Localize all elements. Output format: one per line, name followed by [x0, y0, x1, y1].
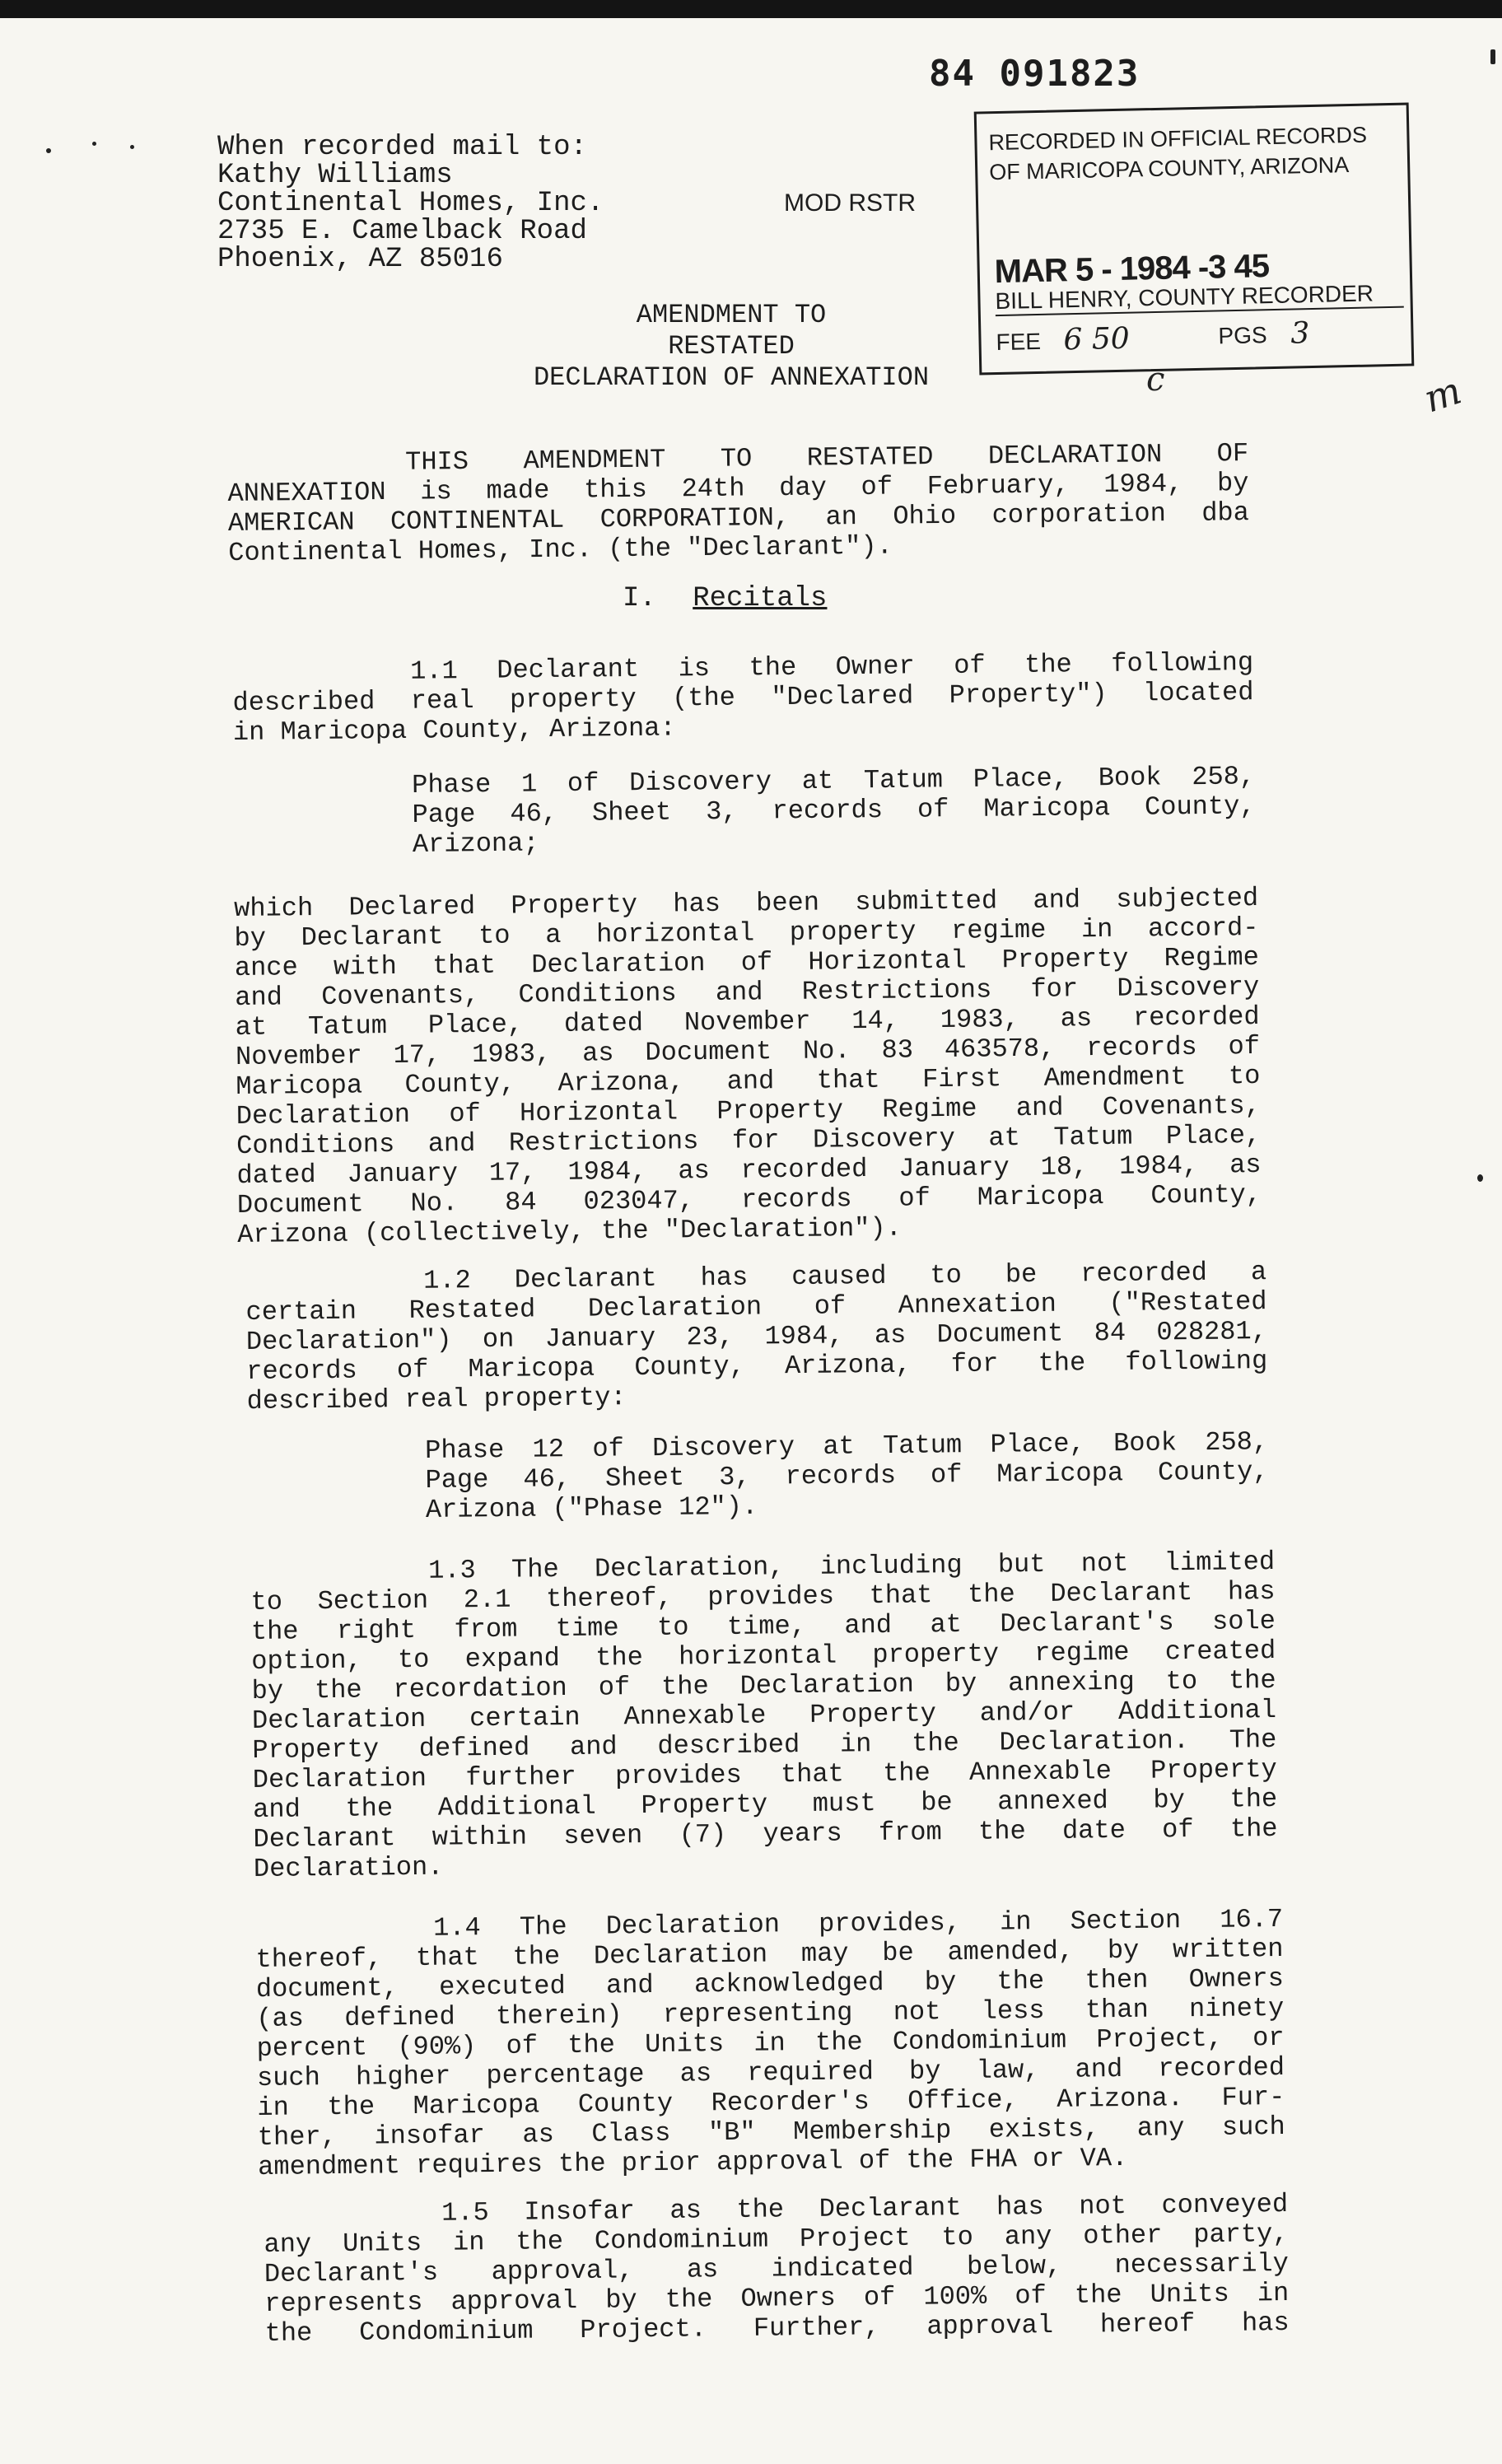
text-line: records of Maricopa County, Arizona, for the following: [246, 1346, 1268, 1387]
text-line: Maricopa County, Arizona, and that First Amendment to: [236, 1060, 1261, 1102]
stamp-line-2: OF MARICOPA COUNTY, ARIZONA: [988, 152, 1350, 185]
text-line: Declarant's approval, as indicated below, necessarily: [264, 2247, 1290, 2289]
text-line: by Declarant to a horizontal property regime in accord-: [234, 912, 1259, 954]
handwritten-initials: m: [1418, 367, 1467, 422]
text-line: document, executed and acknowledged by the then Owners: [255, 1962, 1285, 2004]
text-line: 1.3 The Declaration, including but not limited: [427, 1546, 1276, 1586]
text-line: described real property (the "Declared Property") located: [232, 677, 1254, 718]
text-line: dated January 17, 1984, as recorded January 18, 1984, as: [236, 1149, 1262, 1191]
mail-to-line: Continental Homes, Inc.: [217, 188, 604, 219]
text-line: 1.1 Declarant is the Owner of the following: [409, 647, 1254, 687]
stamp-fee-label: FEE: [996, 328, 1042, 356]
text-line: ther, insofar as Class "B" Membership exists, any such: [257, 2111, 1285, 2153]
text-line: Page 46, Sheet 3, records of Maricopa County,: [425, 1456, 1269, 1496]
text-line: and Covenants, Conditions and Restrictions for Discovery: [235, 971, 1260, 1013]
stamp-recorder: BILL HENRY, COUNTY RECORDER: [995, 280, 1404, 316]
stamp-pgs-label: PGS: [1218, 322, 1267, 349]
text-line: Arizona;: [412, 828, 539, 860]
paragraph-1-1: [232, 648, 1254, 748]
text-line: ANNEXATION is made this 24th day of February, 1984, by: [227, 468, 1249, 509]
document-number: 84 091823: [929, 53, 1140, 95]
paragraph-1-3: [250, 1547, 1278, 1884]
paragraph-1-1-continued: [234, 884, 1262, 1250]
stamp-pgs-value: 3: [1290, 316, 1310, 351]
mail-to-line: Kathy Williams: [217, 160, 453, 191]
paragraph-1-1-property: [412, 762, 1256, 860]
text-line: in Maricopa County, Arizona:: [232, 712, 676, 748]
text-line: Declaration") on January 23, 1984, as Document 84 028281,: [245, 1316, 1268, 1357]
text-line: any Units in the Condominium Project to any other party,: [264, 2218, 1289, 2260]
section-title: Recitals: [693, 583, 828, 614]
text-line: THIS AMENDMENT TO RESTATED DECLARATION OF: [404, 438, 1249, 478]
scan-speck: [92, 142, 96, 146]
scan-speck: [130, 145, 134, 149]
mod-rstr-stamp: MOD RSTR: [784, 189, 916, 217]
text-line: AMERICAN CONTINENTAL CORPORATION, an Ohio corporation dba: [227, 497, 1250, 539]
title-line: AMENDMENT TO: [636, 300, 827, 330]
text-line: in the Maricopa County Recorder's Office, Arizona. Fur-: [257, 2081, 1285, 2123]
text-line: option, to expand the horizontal property regime created: [251, 1635, 1276, 1677]
text-line: Declaration certain Annexable Property and/or Additional: [251, 1694, 1277, 1736]
text-line: the right from time to time, and at Declarant's sole: [250, 1605, 1276, 1647]
text-line: Declaration of Horizontal Property Regime and Covenants,: [236, 1090, 1261, 1132]
text-line: to Section 2.1 thereof, provides that the Declarant has: [250, 1575, 1276, 1617]
text-line: at Tatum Place, dated November 14, 1983, as recorded: [235, 1001, 1260, 1043]
paragraph-1-5: [264, 2190, 1290, 2349]
scan-speck: [1490, 49, 1495, 64]
scan-speck: [1477, 1174, 1483, 1182]
text-line: Phase 12 of Discovery at Tatum Place, Book 258,: [424, 1426, 1269, 1466]
intro-paragraph: [227, 439, 1249, 568]
text-line: Phase 1 of Discovery at Tatum Place, Book 258,: [411, 761, 1256, 800]
stamp-date: MAR 5 - 1984 -3 45: [994, 248, 1270, 291]
text-line: the Condominium Project. Further, approval hereof has: [264, 2307, 1290, 2349]
stamp-fee-value: 6 50: [1063, 321, 1131, 357]
text-line: percent (90%) of the Units in the Condominium Project, or: [256, 2022, 1285, 2064]
text-line: Declarant within seven (7) years from the date of the: [253, 1813, 1278, 1855]
text-line: Document No. 84 023047, records of Maricopa County,: [236, 1178, 1262, 1220]
text-line: thereof, that the Declaration may be amended, by written: [255, 1933, 1284, 1975]
paragraph-1-2: [245, 1258, 1268, 1416]
mail-to-line: Phoenix, AZ 85016: [217, 244, 503, 275]
text-line: (as defined therein) representing not less than ninety: [256, 1992, 1285, 2034]
text-line: certain Restated Declaration of Annexation ("Restated: [245, 1286, 1267, 1328]
paragraph-1-4: [255, 1905, 1285, 2182]
text-line: Property defined and described in the Declaration. The: [252, 1724, 1277, 1766]
recording-stamp: [974, 103, 1415, 376]
text-line: 1.2 Declarant has caused to be recorded a: [422, 1257, 1267, 1296]
text-line: Page 46, Sheet 3, records of Maricopa County,: [412, 791, 1256, 830]
text-line: amendment requires the prior approval of the FHA or VA.: [258, 2142, 1128, 2182]
mail-to-line: 2735 E. Camelback Road: [217, 216, 587, 247]
document-title: [509, 300, 954, 394]
section-heading: [623, 583, 827, 614]
text-line: November 17, 1983, as Document No. 83 463578, records of: [235, 1030, 1261, 1072]
mail-to-block: [217, 133, 604, 273]
text-line: Declaration further provides that the Annexable Property: [252, 1753, 1277, 1795]
text-line: by the recordation of the Declaration by annexing to the: [251, 1664, 1276, 1706]
title-line: RESTATED: [668, 331, 795, 362]
text-line: Conditions and Restrictions for Discovery at Tatum Place,: [236, 1119, 1262, 1161]
title-line: DECLARATION OF ANNEXATION: [533, 362, 930, 393]
text-line: 1.4 The Declaration provides, in Section 16.7: [432, 1903, 1284, 1944]
text-line: which Declared Property has been submitted and subjected: [233, 882, 1259, 924]
text-line: Arizona ("Phase 12").: [425, 1491, 758, 1525]
text-line: ance with that Declaration of Horizontal Property Regime: [234, 941, 1260, 983]
stamp-line-1: RECORDED IN OFFICIAL RECORDS: [988, 122, 1368, 156]
text-line: described real property:: [246, 1382, 627, 1416]
section-number: I.: [623, 583, 656, 614]
scan-speck: [46, 148, 51, 153]
text-line: represents approval by the Owners of 100% of the Units in: [264, 2277, 1290, 2319]
text-line: Continental Homes, Inc. (the "Declarant").: [228, 530, 893, 568]
mail-to-line: When recorded mail to:: [217, 132, 587, 163]
handwritten-mark: c: [1146, 361, 1165, 399]
scan-top-edge: [0, 0, 1502, 18]
text-line: Arizona (collectively, the "Declaration").: [237, 1212, 903, 1250]
paragraph-1-2-property: [425, 1427, 1269, 1525]
text-line: Declaration.: [253, 1851, 444, 1884]
text-line: and the Additional Property must be annexed by the: [253, 1783, 1278, 1825]
text-line: such higher percentage as required by law, and recorded: [256, 2051, 1285, 2093]
text-line: 1.5 Insofar as the Declarant has not conveyed: [441, 2188, 1289, 2228]
